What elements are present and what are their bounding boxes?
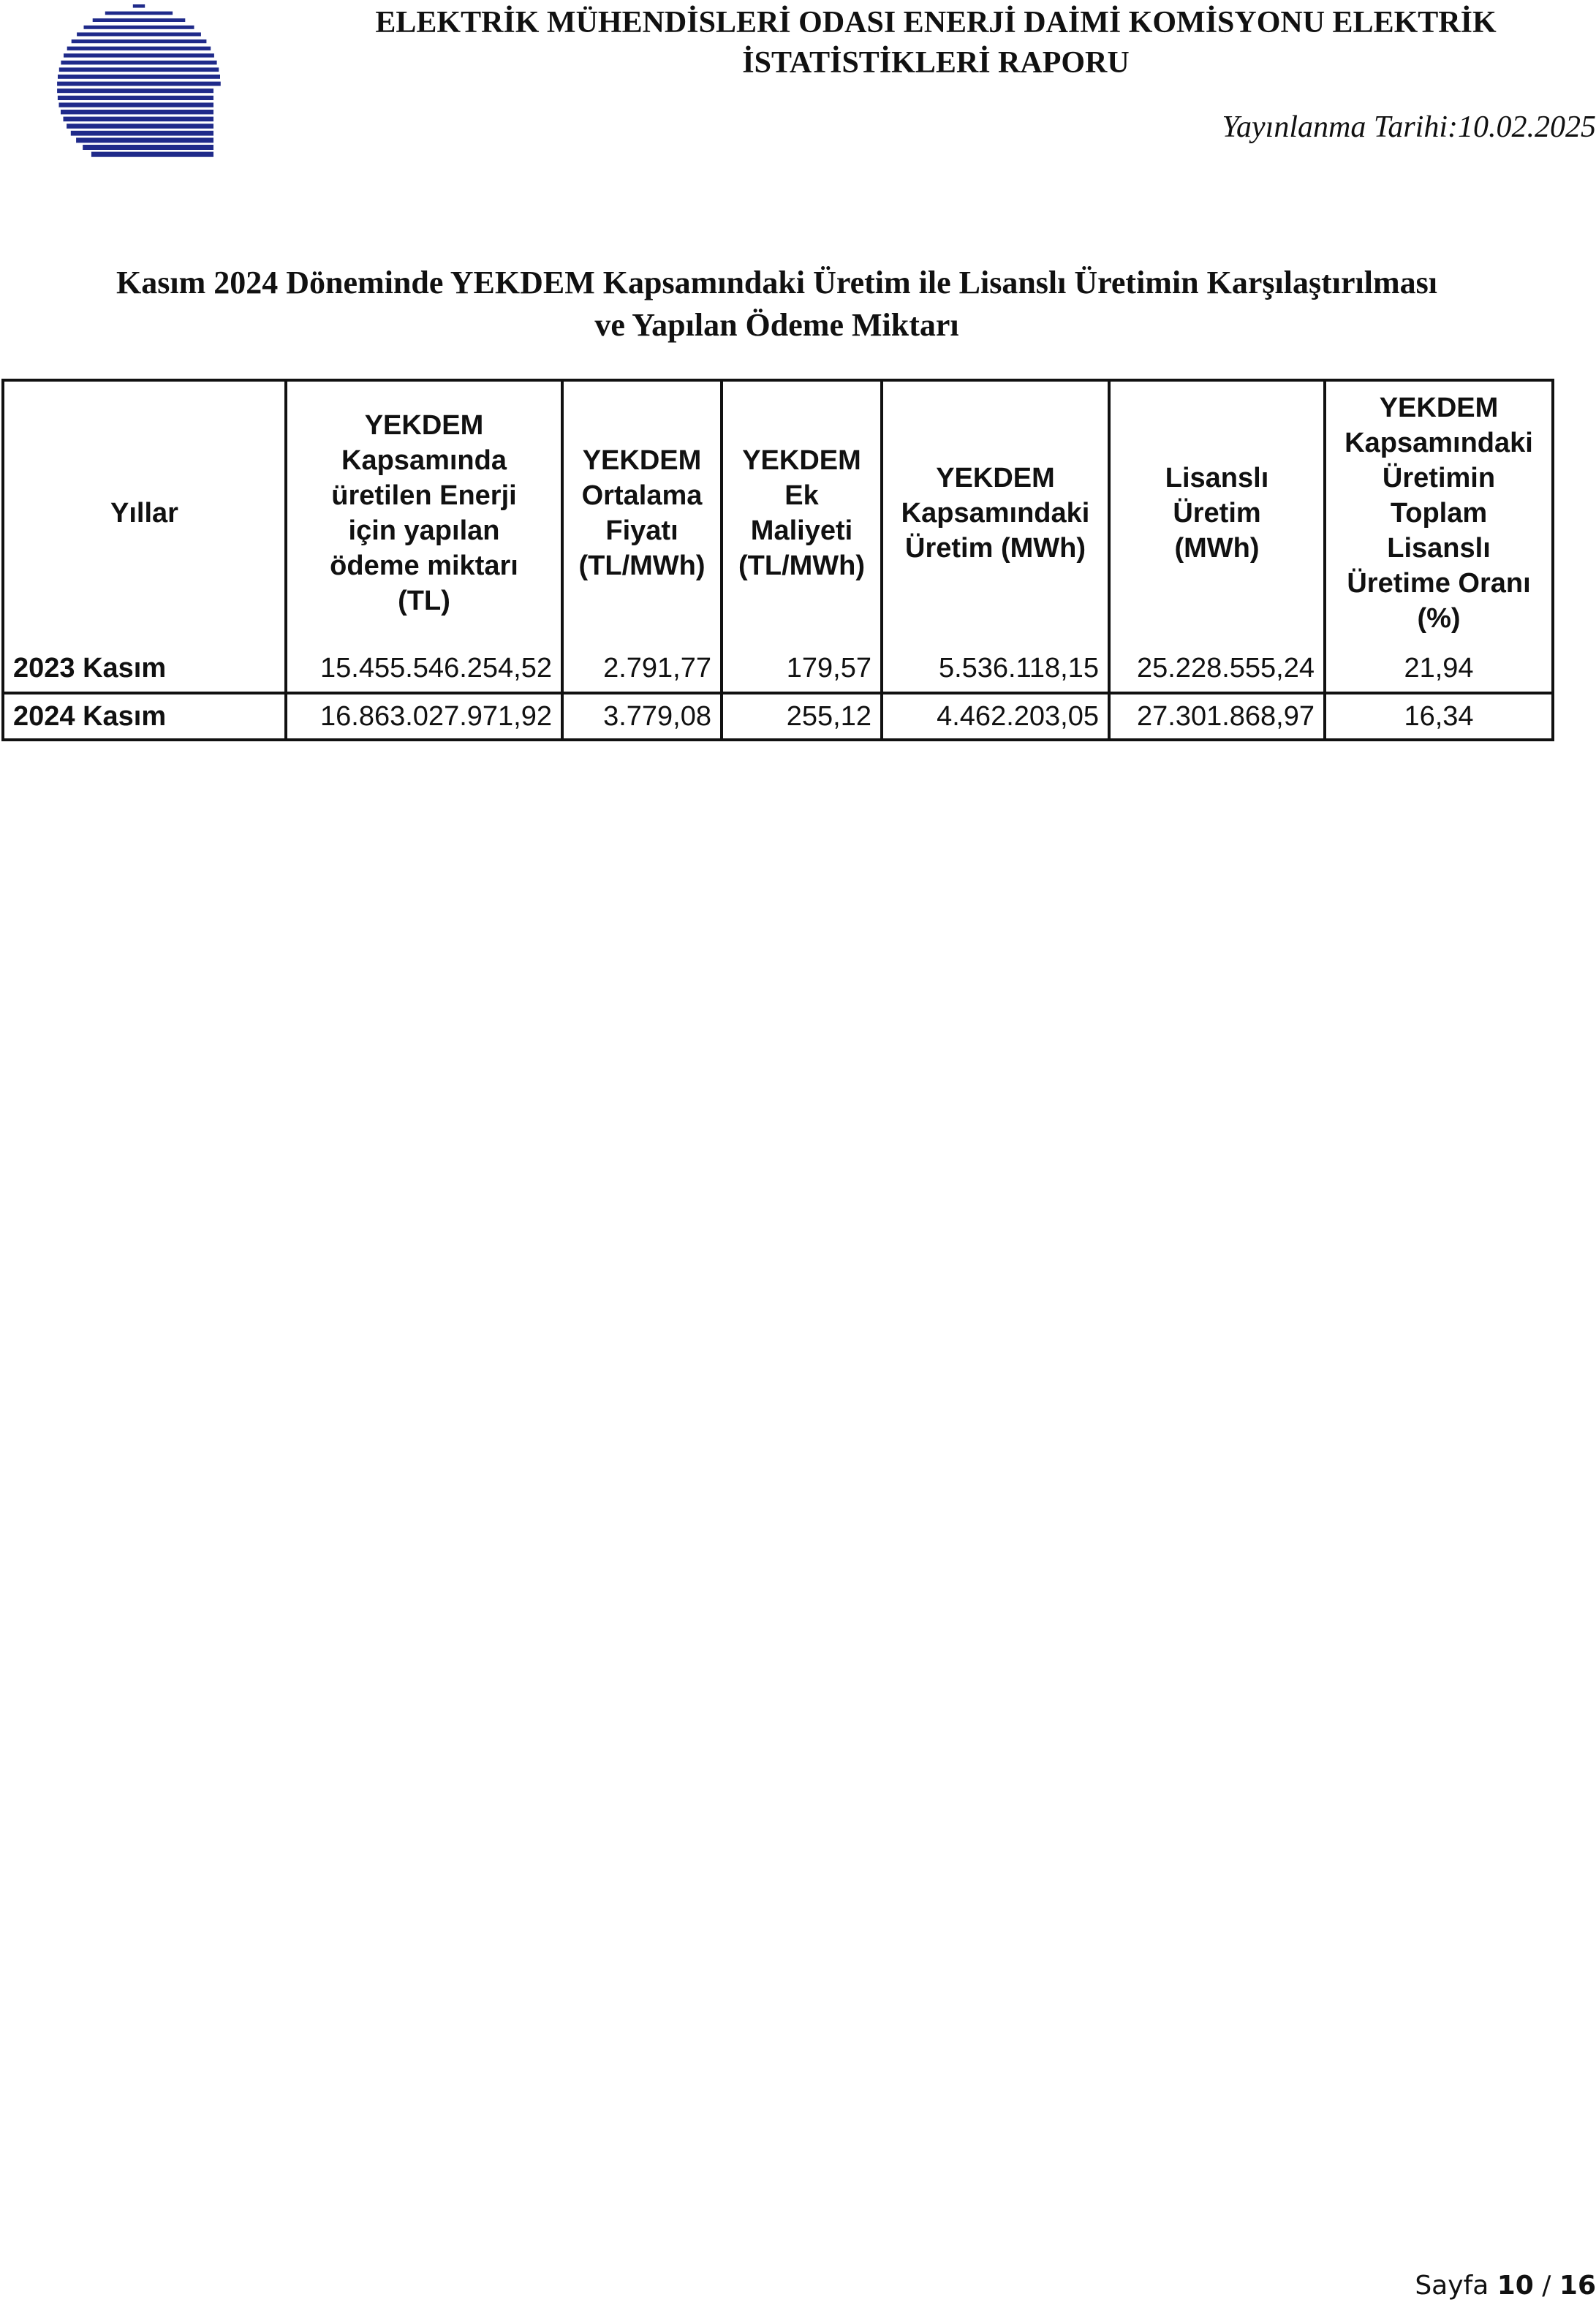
table-body: [3, 645, 1553, 740]
logo-stripe: [58, 96, 213, 100]
column-header-line: Üretimin: [1382, 463, 1496, 493]
column-header-line: Ortalama: [581, 480, 703, 511]
logo-stripe: [133, 4, 145, 8]
page-separator: /: [1542, 2271, 1551, 2301]
table-header-row: [3, 380, 1553, 645]
table-cell: 25.228.555,24: [1109, 645, 1325, 693]
logo-stripe: [105, 12, 173, 15]
organization-title: [271, 3, 1596, 83]
logo-stripe: [64, 53, 214, 57]
column-header: [3, 380, 286, 645]
page-number: [1415, 2270, 1596, 2302]
column-header-line: (%): [1417, 603, 1461, 634]
column-header-line: Maliyeti: [750, 515, 853, 546]
logo-stripe: [71, 131, 213, 136]
column-header-line: Ek: [784, 480, 819, 511]
column-header-line: YEKDEM: [364, 410, 484, 441]
logo-stripe: [61, 61, 216, 65]
column-header-line: (TL/MWh): [578, 550, 706, 581]
row-year-cell: 2023 Kasım: [3, 645, 286, 693]
emo-logo: [51, 0, 227, 161]
page-total: 16: [1559, 2271, 1596, 2301]
publication-date: Yayınlanma Tarihi:10.02.2025: [1222, 110, 1596, 144]
column-header-line: Yıllar: [110, 498, 178, 529]
logo-stripe: [64, 117, 214, 122]
logo-stripe: [57, 88, 213, 93]
logo-stripe: [93, 18, 186, 22]
report-title-line1: Kasım 2024 Döneminde YEKDEM Kapsamındaki Üretim ile Lisanslı Üretimin Karşılaştırılması: [116, 265, 1437, 300]
column-header-line: için yapılan: [348, 515, 500, 546]
logo-stripe: [84, 26, 194, 29]
organization-title-line2: İSTATİSTİKLERİ RAPORU: [742, 46, 1130, 80]
logo-stripe: [67, 124, 213, 129]
column-header: [1325, 380, 1553, 645]
logo-stripes: [57, 4, 221, 157]
column-header-line: (TL/MWh): [738, 550, 866, 581]
column-header-line: Üretim (MWh): [905, 533, 1086, 564]
table-cell: 16,34: [1325, 693, 1553, 740]
logo-stripe: [58, 75, 220, 79]
column-header: [1109, 380, 1325, 645]
table-cell: 21,94: [1325, 645, 1553, 693]
column-header-line: YEKDEM: [582, 445, 702, 476]
column-header-line: YEKDEM: [936, 463, 1055, 493]
column-header-line: Toplam: [1390, 498, 1488, 529]
table-cell: 27.301.868,97: [1109, 693, 1325, 740]
logo-stripe: [59, 102, 214, 107]
column-header-line: Fiyatı: [605, 515, 678, 546]
organization-title-line1: ELEKTRİK MÜHENDİSLERİ ODASI ENERJİ DAİMİ KOMİSYONU ELEKTRİK: [375, 6, 1497, 39]
table-cell: 4.462.203,05: [882, 693, 1109, 740]
row-year-cell: 2024 Kasım: [3, 693, 286, 740]
column-header-line: Kapsamında: [341, 445, 507, 476]
column-header: [882, 380, 1109, 645]
column-header: [722, 380, 882, 645]
table-row: [3, 693, 1553, 740]
column-header-line: üretilen Enerji: [331, 480, 517, 511]
table-row: [3, 645, 1553, 693]
logo-stripe: [61, 110, 213, 114]
table-cell: 255,12: [722, 693, 882, 740]
column-header-line: Lisanslı: [1165, 463, 1269, 493]
column-header-line: Lisanslı: [1387, 533, 1491, 564]
logo-stripe: [57, 82, 221, 86]
column-header-line: Kapsamındaki: [901, 498, 1090, 529]
table-cell: 5.536.118,15: [882, 645, 1109, 693]
column-header-line: (MWh): [1174, 533, 1260, 564]
report-title-line2: ve Yapılan Ödeme Miktarı: [594, 307, 959, 343]
column-header-line: Üretim: [1173, 498, 1261, 529]
logo-stripe: [91, 152, 213, 157]
report-title: [0, 262, 1554, 347]
column-header-line: YEKDEM: [742, 445, 861, 476]
logo-stripe: [77, 32, 201, 36]
table-cell: 3.779,08: [562, 693, 722, 740]
column-header-line: (TL): [398, 586, 450, 616]
column-header-line: Üretime Oranı: [1347, 568, 1531, 599]
yekdem-comparison-table: [1, 379, 1554, 741]
table-cell: 16.863.027.971,92: [286, 693, 562, 740]
logo-stripe: [83, 145, 213, 150]
logo-stripe: [67, 47, 211, 50]
table-cell: 15.455.546.254,52: [286, 645, 562, 693]
column-header: [286, 380, 562, 645]
logo-stripe: [59, 67, 219, 72]
column-header-line: YEKDEM: [1379, 393, 1499, 423]
page-label: Sayfa: [1415, 2271, 1489, 2301]
table-cell: 179,57: [722, 645, 882, 693]
column-header-line: Kapsamındaki: [1345, 428, 1533, 458]
column-header: [562, 380, 722, 645]
page-current: 10: [1497, 2271, 1534, 2301]
logo-stripe: [72, 39, 207, 43]
column-header-line: ödeme miktarı: [330, 550, 518, 581]
table-cell: 2.791,77: [562, 645, 722, 693]
logo-stripe: [76, 137, 213, 143]
